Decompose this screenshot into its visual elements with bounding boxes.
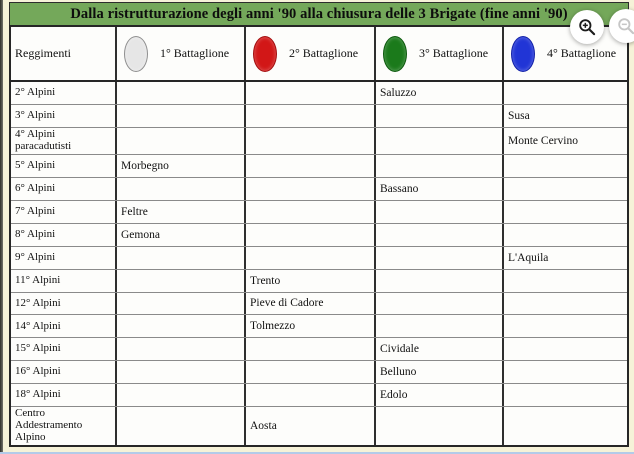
table-row [11, 82, 627, 105]
content-frame [9, 2, 629, 447]
battalion-3-cell: Cividale [376, 338, 504, 360]
battalion-3-cell: Bassano [376, 178, 504, 200]
header-cell-reggimenti [11, 27, 117, 80]
battalion-2-cell [246, 155, 376, 177]
reggimento-cell: 14° Alpini [11, 315, 117, 337]
battalion-3-cell: Saluzzo [376, 82, 504, 104]
reggimento-cell: 6° Alpini [11, 178, 117, 200]
table-row [11, 247, 627, 270]
battalion-2-oval-icon [253, 36, 277, 72]
table-row [11, 361, 627, 384]
battalion-1-cell [117, 270, 246, 292]
battalion-4-cell [504, 178, 627, 200]
battalion-2-cell [246, 224, 376, 246]
table-row [11, 201, 627, 224]
battalion-3-cell [376, 105, 504, 127]
battalion-3-cell [376, 407, 504, 445]
battalion-2-cell [246, 361, 376, 383]
reggimento-cell: 4° Alpini paracadutisti [11, 128, 117, 154]
table-row [11, 155, 627, 178]
reggimento-cell: 12° Alpini [11, 293, 117, 315]
reggimento-cell: Centro Addestramento Alpino [11, 407, 117, 445]
table-row [11, 105, 627, 128]
battalion-2-cell [246, 82, 376, 104]
battalion-3-cell [376, 293, 504, 315]
reggimento-cell: 16° Alpini [11, 361, 117, 383]
battalion-3-cell [376, 270, 504, 292]
battalion-1-cell [117, 407, 246, 445]
battalion-1-cell: Feltre [117, 201, 246, 223]
table-row [11, 407, 627, 445]
header-cell-battalion-2 [246, 27, 376, 80]
zoom-in-icon [577, 17, 597, 37]
header-cell-battalion-3 [376, 27, 504, 80]
battalion-3-cell [376, 247, 504, 269]
battalion-2-cell [246, 338, 376, 360]
battalion-4-cell [504, 270, 627, 292]
battalion-2-cell: Aosta [246, 407, 376, 445]
battalion-3-oval-icon [383, 36, 407, 72]
battalion-3-cell [376, 315, 504, 337]
battalion-4-cell: L'Aquila [508, 251, 549, 264]
battalion-1-cell [117, 128, 246, 154]
battalion-table [9, 25, 629, 447]
battalion-2-cell: Pieve di Cadore [246, 293, 376, 315]
battalion-4-cell [504, 384, 627, 406]
battalion-2-cell: Trento [246, 270, 376, 292]
page-title: Dalla ristrutturazione degli anni '90 alla chiusura delle 3 Brigate (fine anni '90) [70, 5, 568, 22]
battalion-1-label: 1° Battaglione [160, 46, 230, 60]
battalion-4-cell [504, 361, 627, 383]
table-row [11, 338, 627, 361]
battalion-2-cell: Tolmezzo [246, 315, 376, 337]
battalion-1-cell: Gemona [117, 224, 246, 246]
header-cell-battalion-4 [504, 27, 627, 80]
reggimenti-label: Reggimenti [15, 46, 71, 60]
battalion-4-cell [504, 338, 627, 360]
battalion-4-cell [504, 155, 627, 177]
battalion-1-oval-icon [124, 36, 148, 72]
reggimento-cell: 8° Alpini [11, 224, 117, 246]
battalion-2-cell [246, 201, 376, 223]
reggimento-cell: 15° Alpini [11, 338, 117, 360]
battalion-4-cell [504, 293, 627, 315]
battalion-3-cell: Belluno [376, 361, 504, 383]
battalion-3-cell [376, 224, 504, 246]
left-edge-strip [0, 0, 3, 454]
battalion-3-label: 3° Battaglione [419, 46, 489, 60]
battalion-3-cell: Edolo [376, 384, 504, 406]
table-row [11, 178, 627, 201]
battalion-2-label: 2° Battaglione [289, 46, 359, 60]
battalion-4-cell [504, 407, 627, 445]
reggimento-cell: 7° Alpini [11, 201, 117, 223]
battalion-4-cell [504, 315, 627, 337]
reggimento-cell: 9° Alpini [11, 247, 117, 269]
battalion-1-cell [117, 247, 246, 269]
battalion-1-cell [117, 384, 246, 406]
table-row [11, 293, 627, 316]
table-header-row [11, 27, 627, 82]
zoom-out-icon [616, 16, 634, 36]
reggimento-cell: 18° Alpini [11, 384, 117, 406]
battalion-4-cell: Monte Cervino [508, 134, 578, 147]
reggimento-cell: 11° Alpini [11, 270, 117, 292]
battalion-1-cell [117, 361, 246, 383]
battalion-4-oval-icon [511, 36, 535, 72]
battalion-1-cell [117, 105, 246, 127]
battalion-2-cell [246, 247, 376, 269]
battalion-2-cell [246, 128, 376, 154]
battalion-2-cell [246, 178, 376, 200]
battalion-4-cell [504, 201, 627, 223]
battalion-1-cell [117, 293, 246, 315]
reggimento-cell: 5° Alpini [11, 155, 117, 177]
battalion-1-cell [117, 178, 246, 200]
table-row [11, 128, 627, 155]
table-row [11, 270, 627, 293]
reggimento-cell: 3° Alpini [11, 105, 117, 127]
battalion-4-cell [504, 224, 627, 246]
battalion-3-cell [376, 155, 504, 177]
battalion-1-cell [117, 338, 246, 360]
battalion-1-cell [117, 315, 246, 337]
reggimento-cell: 2° Alpini [11, 82, 117, 104]
battalion-1-cell: Morbegno [117, 155, 246, 177]
table-row [11, 315, 627, 338]
battalion-2-cell [246, 105, 376, 127]
title-bar [9, 2, 629, 25]
battalion-4-label: 4° Battaglione [547, 46, 617, 60]
header-cell-battalion-1 [117, 27, 246, 80]
table-row [11, 224, 627, 247]
battalion-4-cell: Susa [508, 109, 530, 122]
table-row [11, 384, 627, 407]
battalion-4-cell [504, 82, 627, 104]
battalion-3-cell [376, 201, 504, 223]
battalion-1-cell [117, 82, 246, 104]
battalion-2-cell [246, 384, 376, 406]
battalion-3-cell [376, 128, 504, 154]
zoom-in-button[interactable] [570, 10, 604, 44]
